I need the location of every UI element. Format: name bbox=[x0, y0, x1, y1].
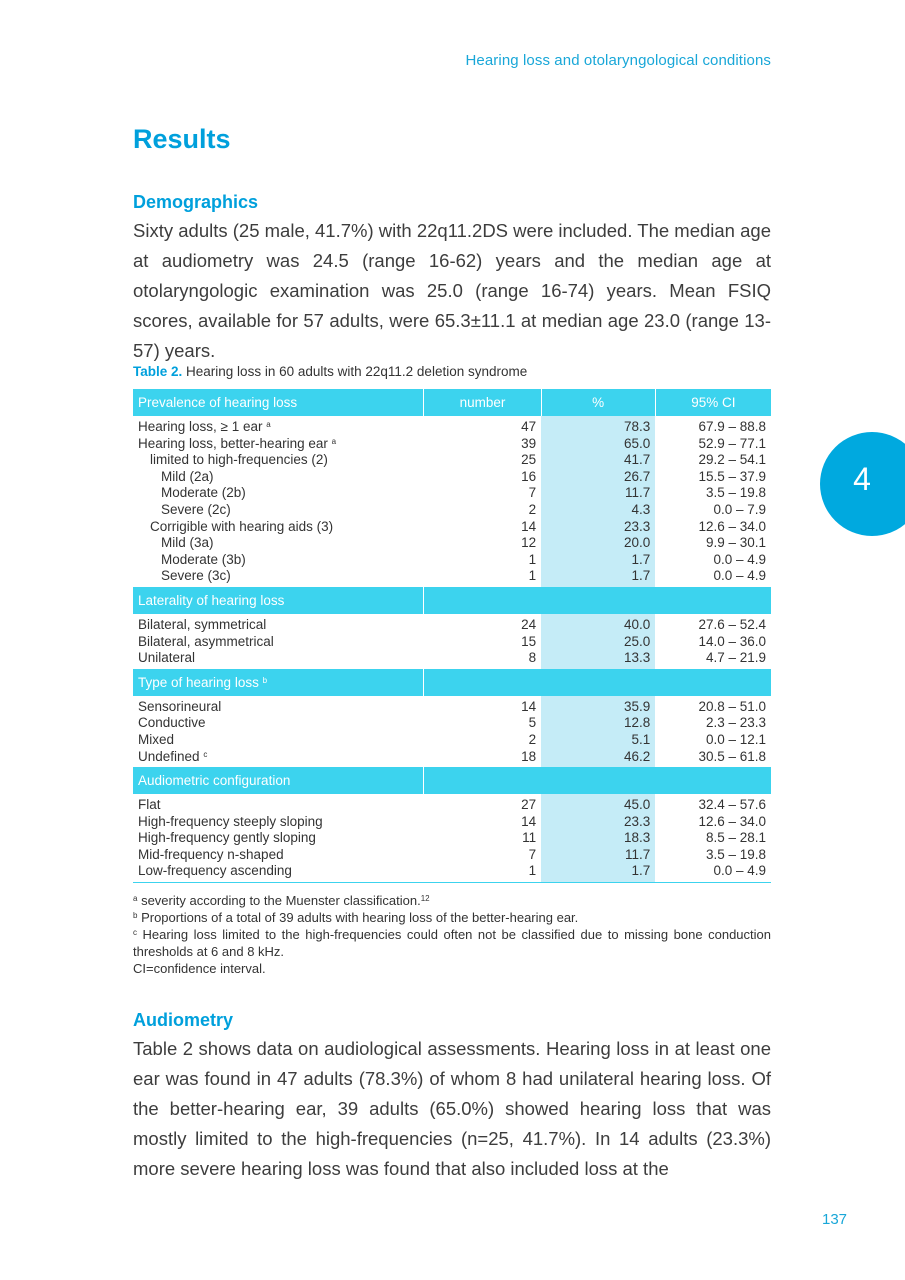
table-header-row bbox=[133, 389, 771, 416]
row-number: 24 bbox=[521, 616, 537, 632]
row-footnote-mark: a bbox=[331, 436, 337, 446]
audiometry-section bbox=[133, 1010, 771, 1184]
row-label-cell bbox=[133, 535, 424, 552]
table-row bbox=[133, 794, 771, 814]
header-filler bbox=[424, 587, 771, 614]
row-label-cell bbox=[133, 469, 424, 486]
table-row bbox=[133, 452, 771, 469]
row-label-cell bbox=[133, 568, 424, 587]
row-label: Corrigible with hearing aids (3) bbox=[150, 518, 334, 534]
header-percent: % bbox=[541, 389, 655, 416]
demographics-heading: Demographics bbox=[133, 192, 259, 212]
table-row bbox=[133, 552, 771, 569]
prevalence-group bbox=[133, 389, 771, 587]
footnote-c bbox=[133, 926, 771, 960]
row-ci: 0.0 – 4.9 bbox=[713, 568, 766, 584]
row-label-cell bbox=[133, 830, 424, 847]
row-percent: 11.7 bbox=[541, 485, 655, 502]
row-percent: 11.7 bbox=[541, 847, 655, 864]
row-label-cell bbox=[133, 814, 424, 831]
demographics-section bbox=[133, 192, 771, 366]
row-number: 7 bbox=[528, 485, 537, 501]
row-ci: 12.6 – 34.0 bbox=[698, 518, 766, 534]
row-number: 14 bbox=[521, 518, 537, 534]
footnote-ci: CI=confidence interval. bbox=[133, 961, 266, 976]
type-heading-footnote-mark: b bbox=[262, 675, 268, 685]
row-label: High-frequency steeply sloping bbox=[138, 813, 323, 829]
row-label-cell bbox=[133, 552, 424, 569]
table-row bbox=[133, 535, 771, 552]
row-percent: 20.0 bbox=[541, 535, 655, 552]
row-ci: 0.0 – 4.9 bbox=[713, 551, 766, 567]
row-number: 18 bbox=[521, 748, 537, 764]
row-label-cell bbox=[133, 436, 424, 453]
table-row bbox=[133, 416, 771, 436]
row-percent: 41.7 bbox=[541, 452, 655, 469]
row-ci: 3.5 – 19.8 bbox=[705, 485, 766, 501]
row-footnote-mark: a bbox=[266, 420, 271, 429]
row-label: Moderate (2b) bbox=[161, 485, 246, 501]
row-number: 11 bbox=[522, 830, 537, 846]
header-number: number bbox=[424, 389, 541, 416]
row-percent: 35.9 bbox=[541, 696, 655, 716]
row-ci: 32.4 – 57.6 bbox=[698, 797, 766, 813]
type-heading-cell bbox=[133, 669, 424, 696]
row-percent: 18.3 bbox=[541, 830, 655, 847]
row-number: 5 bbox=[528, 715, 537, 731]
row-label-cell bbox=[133, 650, 424, 669]
row-label: Mild (3a) bbox=[161, 535, 214, 551]
row-label: Undefined bbox=[138, 748, 200, 764]
row-ci: 12.6 – 34.0 bbox=[698, 813, 766, 829]
table-row bbox=[133, 614, 771, 634]
footnote-b-text: Proportions of a total of 39 adults with hearing loss of the better-hearing ear. bbox=[137, 910, 579, 925]
row-ci: 3.5 – 19.8 bbox=[705, 846, 766, 862]
table-row bbox=[133, 749, 771, 768]
row-label-cell bbox=[133, 794, 424, 814]
row-label: Conductive bbox=[138, 715, 206, 731]
hearing-loss-table bbox=[133, 389, 771, 883]
row-label: Mixed bbox=[138, 731, 175, 747]
row-ci: 67.9 – 88.8 bbox=[698, 419, 766, 434]
type-heading: Type of hearing loss bbox=[138, 674, 259, 690]
table-row bbox=[133, 436, 771, 453]
row-label: Mild (2a) bbox=[161, 468, 214, 484]
row-ci: 27.6 – 52.4 bbox=[698, 616, 766, 632]
configuration-heading: Audiometric configuration bbox=[133, 767, 424, 794]
row-percent: 26.7 bbox=[541, 469, 655, 486]
laterality-group bbox=[133, 587, 771, 669]
chapter-tab bbox=[820, 432, 905, 536]
laterality-heading: Laterality of hearing loss bbox=[133, 587, 424, 614]
row-percent: 45.0 bbox=[541, 794, 655, 814]
row-label: Flat bbox=[138, 797, 161, 813]
row-label-cell bbox=[133, 614, 424, 634]
row-label-cell bbox=[133, 502, 424, 519]
footnote-a-mark: a bbox=[133, 894, 138, 903]
demographics-paragraph: Sixty adults (25 male, 41.7%) with 22q11.2DS were included. The median age at audiometry was 24.5 (range 16-62) years and the median age at otolaryngologic examination was 25.0 (range 16-74) years. Mean FSIQ scores, available for 57 adults, were 65.3±11.1 at median age 23.0 (range 13-57) years. bbox=[133, 220, 771, 361]
footnote-a bbox=[133, 892, 771, 909]
row-label-cell bbox=[133, 732, 424, 749]
row-number: 7 bbox=[528, 846, 537, 862]
audiometry-paragraph: Table 2 shows data on audiological assessments. Hearing loss in at least one ear was found in 47 adults (78.3%) of whom 8 had unilateral hearing loss. Of the better-hearing ear, 39 adults (65.0%) showed hearing loss that was mostly limited to the high-frequencies (n=25, 41.7%). In 14 adults (23.3%) more severe hearing loss was found that also included loss at the bbox=[133, 1038, 771, 1179]
row-number: 15 bbox=[521, 633, 537, 649]
row-label: Bilateral, asymmetrical bbox=[138, 633, 274, 649]
header-filler bbox=[424, 669, 771, 696]
laterality-header-row bbox=[133, 587, 771, 614]
row-ci: 2.3 – 23.3 bbox=[705, 715, 766, 731]
footnote-a-reference: 12 bbox=[420, 894, 430, 903]
row-percent: 13.3 bbox=[541, 650, 655, 669]
table-caption bbox=[133, 364, 527, 379]
row-number: 16 bbox=[521, 468, 537, 484]
row-percent: 1.7 bbox=[541, 552, 655, 569]
row-label: Mid-frequency n-shaped bbox=[138, 846, 284, 862]
table-footnotes bbox=[133, 892, 771, 977]
row-ci: 0.0 – 7.9 bbox=[713, 501, 766, 517]
row-ci: 29.2 – 54.1 bbox=[698, 452, 766, 468]
row-label: Moderate (3b) bbox=[161, 551, 246, 567]
row-label: High-frequency gently sloping bbox=[138, 830, 316, 846]
row-ci: 15.5 – 37.9 bbox=[698, 468, 766, 484]
row-number: 27 bbox=[521, 797, 537, 813]
header-ci: 95% CI bbox=[655, 389, 771, 416]
table-row bbox=[133, 469, 771, 486]
row-label: Low-frequency ascending bbox=[138, 863, 292, 879]
type-header-row bbox=[133, 669, 771, 696]
row-percent: 40.0 bbox=[541, 614, 655, 634]
table-row bbox=[133, 696, 771, 716]
table-caption-label: Table 2. bbox=[133, 364, 183, 379]
configuration-group bbox=[133, 767, 771, 882]
row-percent: 4.3 bbox=[541, 502, 655, 519]
row-number: 1 bbox=[528, 551, 537, 567]
row-ci: 0.0 – 12.1 bbox=[705, 731, 766, 747]
row-label: Unilateral bbox=[138, 650, 196, 666]
table-row bbox=[133, 650, 771, 669]
row-percent: 1.7 bbox=[541, 568, 655, 587]
row-percent: 23.3 bbox=[541, 814, 655, 831]
row-label-cell bbox=[133, 749, 424, 768]
row-label: Severe (3c) bbox=[161, 568, 231, 584]
row-label-cell bbox=[133, 863, 424, 882]
row-number: 14 bbox=[521, 698, 537, 714]
row-percent: 5.1 bbox=[541, 732, 655, 749]
table-row bbox=[133, 715, 771, 732]
row-number: 12 bbox=[521, 535, 537, 551]
row-ci: 0.0 – 4.9 bbox=[655, 863, 771, 882]
row-number: 2 bbox=[528, 501, 537, 517]
row-percent: 23.3 bbox=[541, 519, 655, 536]
row-ci: 20.8 – 51.0 bbox=[698, 698, 766, 714]
row-number: 47 bbox=[521, 419, 537, 434]
row-ci: 8.5 – 28.1 bbox=[705, 830, 766, 846]
footnote-a-text: severity according to the Muenster classification. bbox=[137, 893, 421, 908]
row-label: Sensorineural bbox=[138, 698, 222, 714]
footnote-b bbox=[133, 909, 771, 926]
row-number: 1 bbox=[528, 568, 537, 584]
row-number: 8 bbox=[528, 650, 537, 666]
row-label: Hearing loss, ≥ 1 ear bbox=[138, 419, 263, 434]
footnote-c-text: Hearing loss limited to the high-frequencies could often not be classified due to missing bone conduction thresholds at 6 and 8 kHz. bbox=[133, 927, 771, 959]
row-percent: 12.8 bbox=[541, 715, 655, 732]
table-row bbox=[133, 863, 771, 882]
row-label-cell bbox=[133, 485, 424, 502]
row-label-cell bbox=[133, 715, 424, 732]
row-label-cell bbox=[133, 519, 424, 536]
type-group bbox=[133, 669, 771, 767]
table-row bbox=[133, 732, 771, 749]
row-ci: 52.9 – 77.1 bbox=[698, 435, 766, 451]
row-ci: 9.9 – 30.1 bbox=[705, 535, 766, 551]
table-caption-text: Hearing loss in 60 adults with 22q11.2 deletion syndrome bbox=[182, 364, 528, 379]
running-head: Hearing loss and otolaryngological conditions bbox=[465, 52, 771, 69]
footnote-c-mark: c bbox=[133, 928, 137, 937]
row-number: 25 bbox=[521, 452, 537, 468]
row-number: 14 bbox=[521, 813, 537, 829]
row-percent: 78.3 bbox=[541, 416, 655, 436]
row-label-cell bbox=[133, 634, 424, 651]
row-percent: 1.7 bbox=[541, 863, 655, 882]
table-row bbox=[133, 830, 771, 847]
configuration-header-row bbox=[133, 767, 771, 794]
row-ci: 14.0 – 36.0 bbox=[698, 633, 766, 649]
table-row bbox=[133, 485, 771, 502]
row-label-cell bbox=[133, 416, 424, 436]
header-prevalence: Prevalence of hearing loss bbox=[133, 389, 424, 416]
row-label: limited to high-frequencies (2) bbox=[150, 452, 328, 468]
row-label-cell bbox=[133, 452, 424, 469]
row-percent: 65.0 bbox=[541, 436, 655, 453]
row-percent: 25.0 bbox=[541, 634, 655, 651]
footnote-b-mark: b bbox=[133, 911, 138, 920]
row-label: Hearing loss, better-hearing ear bbox=[138, 435, 328, 451]
row-footnote-mark: c bbox=[203, 749, 208, 759]
page-number: 137 bbox=[822, 1211, 848, 1228]
table-row bbox=[133, 519, 771, 536]
row-percent: 46.2 bbox=[541, 749, 655, 768]
row-ci: 4.7 – 21.9 bbox=[705, 650, 766, 666]
row-number: 2 bbox=[528, 731, 537, 747]
table-row bbox=[133, 847, 771, 864]
row-ci: 30.5 – 61.8 bbox=[698, 748, 766, 764]
row-label: Bilateral, symmetrical bbox=[138, 616, 267, 632]
table-row bbox=[133, 634, 771, 651]
row-number: 1 bbox=[424, 863, 541, 882]
chapter-number: 4 bbox=[853, 461, 871, 497]
table-row bbox=[133, 502, 771, 519]
row-number: 39 bbox=[521, 435, 537, 451]
table-row bbox=[133, 568, 771, 587]
audiometry-heading: Audiometry bbox=[133, 1010, 234, 1030]
row-label: Severe (2c) bbox=[161, 501, 231, 517]
header-filler bbox=[424, 767, 771, 794]
results-heading: Results bbox=[133, 124, 231, 154]
row-label-cell bbox=[133, 847, 424, 864]
table-row bbox=[133, 814, 771, 831]
row-label-cell bbox=[133, 696, 424, 716]
